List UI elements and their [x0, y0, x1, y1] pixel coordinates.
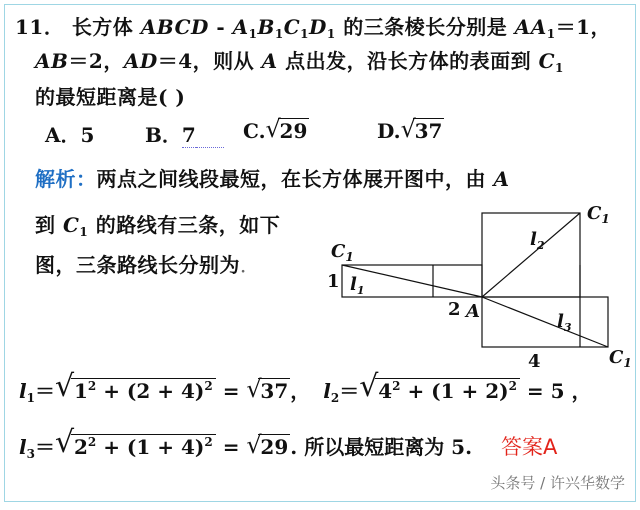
text: - — [216, 15, 226, 39]
num: 2 — [73, 435, 88, 459]
var: A — [261, 49, 278, 73]
radicand: 29 — [260, 435, 289, 459]
label-c1-left: $C_1$ — [331, 241, 354, 264]
label-a: A — [466, 301, 480, 322]
label-l1: $l_1$ — [350, 274, 365, 297]
eq: = — [215, 435, 247, 459]
eq: = — [215, 379, 247, 403]
radical-icon: √ — [54, 425, 75, 460]
text: D. — [377, 119, 401, 143]
sup: 2 — [508, 379, 517, 393]
text: 点出发，沿长方体的表面到 — [285, 49, 532, 73]
var: B — [257, 15, 275, 39]
var: AD — [123, 49, 158, 73]
text: C. — [243, 119, 266, 143]
label-c1-top: $C_1$ — [587, 203, 610, 226]
sub: 1 — [555, 61, 564, 75]
problem-number: 11． — [15, 15, 65, 39]
radical-icon: √ — [400, 115, 416, 143]
sub: 1 — [326, 27, 336, 41]
label-l2: $l_2$ — [530, 229, 545, 252]
sup: 2 — [204, 379, 213, 393]
eq: ＝ — [34, 379, 55, 403]
sup: 2 — [204, 435, 213, 449]
var: C — [538, 49, 555, 73]
radical-icon: √ — [246, 431, 262, 459]
text: 图，三条路线长分别为 — [35, 253, 240, 277]
sqrt — [54, 369, 216, 404]
eq: ＝ — [339, 379, 360, 403]
sqrt — [246, 431, 290, 459]
radical-icon: √ — [246, 375, 262, 403]
mark: ． — [240, 253, 261, 277]
var: l — [323, 379, 331, 403]
text: B． — [145, 123, 182, 147]
var: A — [232, 15, 249, 39]
radical-icon: √ — [359, 369, 379, 404]
text: + (1 + 2) — [400, 379, 509, 403]
var: l — [19, 435, 27, 459]
var: D — [309, 15, 327, 39]
radicand: 37 — [260, 379, 289, 403]
choice-a: A．5 — [45, 123, 95, 147]
radical-icon: √ — [265, 115, 281, 143]
path-l2 — [482, 213, 580, 297]
analysis-label: 解析： — [35, 167, 97, 191]
text: ＝2， — [68, 49, 124, 73]
var: AB — [35, 49, 69, 73]
answer-text: 答案A — [501, 435, 558, 459]
label-l3: $l_3$ — [557, 311, 572, 334]
sqrt — [246, 375, 290, 403]
sup: 2 — [392, 379, 401, 393]
text: + (2 + 4) — [96, 379, 205, 403]
text: 的路线有三条，如下 — [95, 213, 281, 237]
eq: = 5 ， — [519, 379, 592, 403]
var: A — [493, 167, 510, 191]
text: + (1 + 4) — [96, 435, 205, 459]
watermark: 头条号 / 许兴华数学 — [490, 474, 625, 492]
var: AA — [514, 15, 547, 39]
radicand — [71, 434, 216, 459]
radicand: 37 — [414, 119, 443, 143]
radicand — [71, 378, 216, 403]
sep: ， — [290, 379, 311, 403]
problem-line-3: 的最短距离是( ) — [35, 85, 186, 109]
radicand: 29 — [279, 119, 308, 143]
text: 的三条棱长分别是 — [343, 15, 508, 39]
sub: 3 — [26, 447, 35, 461]
sup: 2 — [87, 379, 97, 393]
var: l — [19, 379, 27, 403]
radical-icon: √ — [54, 369, 75, 404]
page — [4, 4, 636, 502]
text: ＝1， — [555, 15, 611, 39]
sub: 1 — [300, 27, 310, 41]
label-two: 2 — [448, 299, 461, 320]
sqrt — [359, 369, 520, 404]
value: 7 — [181, 123, 196, 147]
sub: 1 — [79, 225, 89, 239]
sup: 2 — [87, 435, 97, 449]
sub: 1 — [546, 27, 556, 41]
num: 1 — [73, 379, 88, 403]
num: 4 — [378, 379, 393, 403]
text: . 所以最短距离为 5. — [290, 435, 473, 459]
sqrt — [54, 425, 216, 460]
label-c1-bottom: $C_1$ — [609, 347, 632, 370]
text: 两点之间线段最短，在长方体展开图中，由 — [96, 167, 486, 191]
label-one: 1 — [327, 271, 340, 292]
radicand — [375, 378, 520, 403]
sub: 1 — [248, 27, 258, 41]
formula-row-1 — [19, 369, 592, 405]
unfolding-diagram — [5, 5, 636, 502]
text: 长方体 — [71, 15, 134, 39]
text: ＝4，则从 — [157, 49, 255, 73]
var: ABCD — [140, 15, 209, 39]
var: C — [283, 15, 301, 39]
sub: 1 — [26, 391, 35, 405]
sub: 1 — [274, 27, 284, 41]
sub: 2 — [330, 391, 340, 405]
formula-row-2 — [19, 425, 558, 461]
path-l3 — [482, 297, 608, 347]
var: C — [62, 213, 80, 237]
label-four: 4 — [528, 351, 541, 372]
text: 到 — [35, 213, 56, 237]
eq: ＝ — [34, 435, 55, 459]
